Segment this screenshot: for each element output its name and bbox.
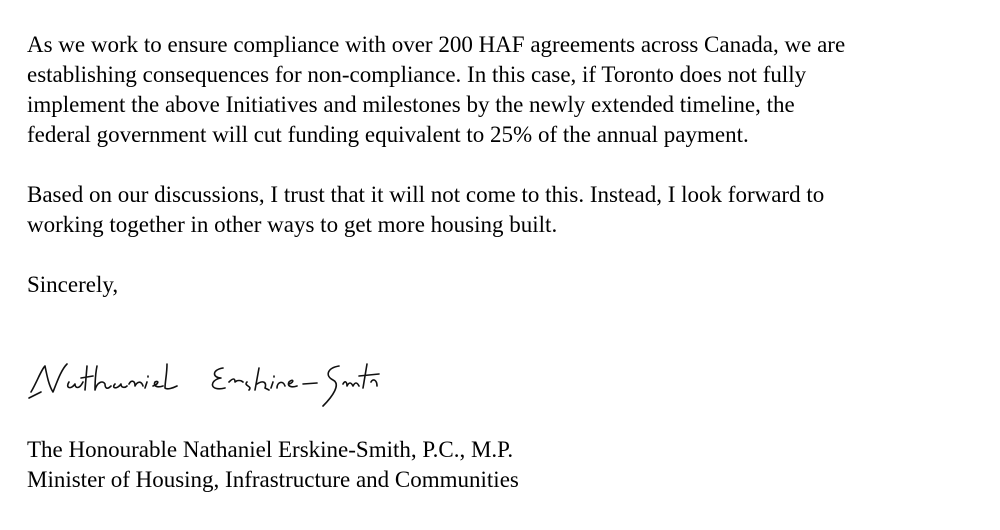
signer-name: The Honourable Nathaniel Erskine-Smith, P.C., M.P.	[27, 437, 514, 462]
paragraph-line: Based on our discussions, I trust that it will not come to this. Instead, I look forward to	[27, 182, 825, 207]
letter-body	[27, 30, 987, 300]
signer-title: Minister of Housing, Infrastructure and Communities	[27, 467, 519, 492]
closing-salutation: Sincerely,	[27, 272, 119, 297]
paragraph-line: implement the above Initiatives and milestones by the newly extended timeline, the	[27, 92, 795, 117]
handwritten-signature	[27, 352, 387, 414]
paragraph-compliance	[27, 30, 987, 150]
paragraph-line: establishing consequences for non-compliance. In this case, if Toronto does not fully	[27, 62, 807, 87]
paragraph-line: working together in other ways to get more housing built.	[27, 212, 558, 237]
paragraph-line: federal government will cut funding equivalent to 25% of the annual payment.	[27, 122, 749, 147]
signer-block	[27, 435, 519, 495]
paragraph-discussions	[27, 180, 987, 240]
paragraph-line: As we work to ensure compliance with over 200 HAF agreements across Canada, we are	[27, 32, 846, 57]
signature-icon	[27, 352, 387, 414]
